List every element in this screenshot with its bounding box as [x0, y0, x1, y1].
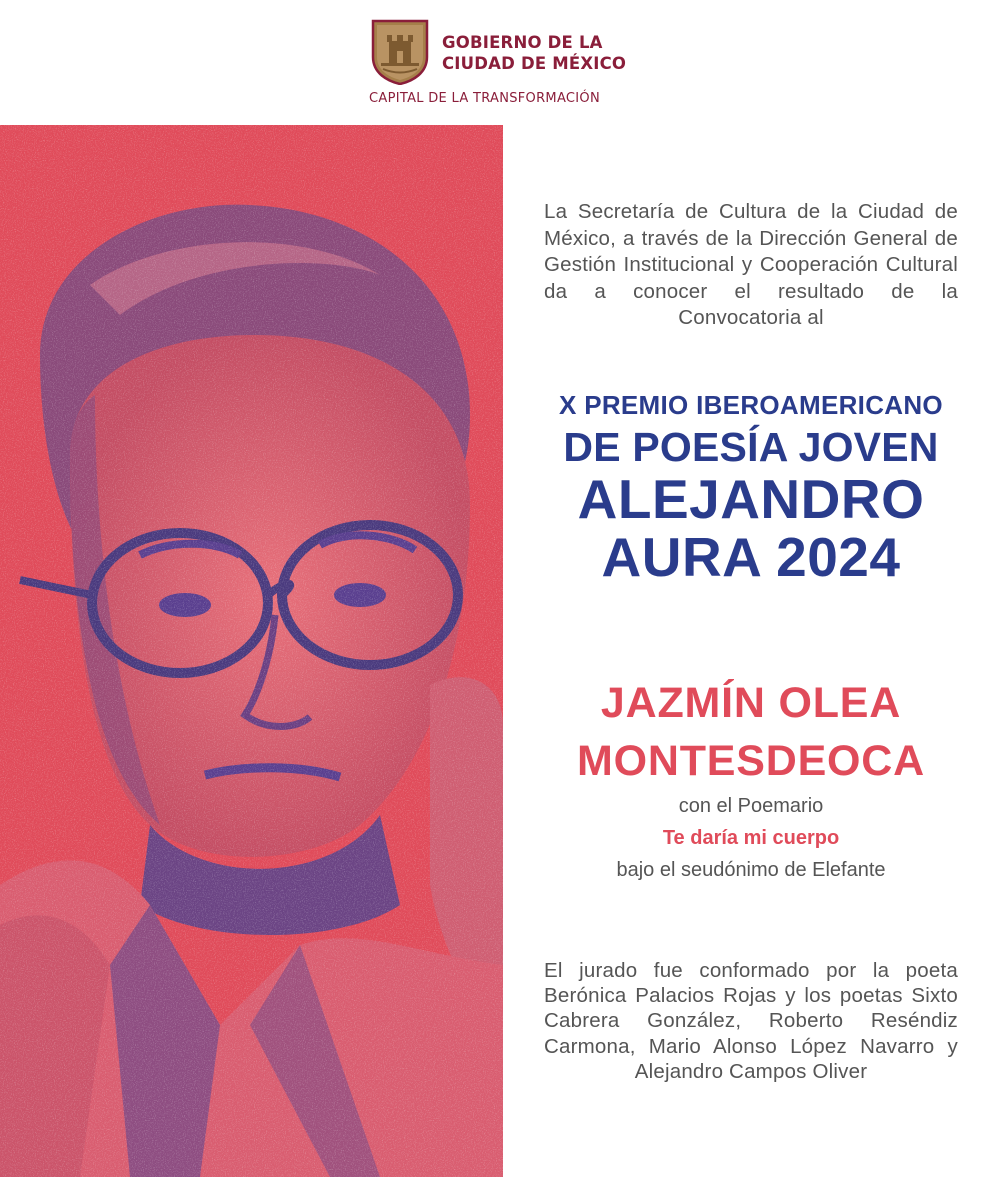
- castle-shield-icon: [371, 19, 429, 85]
- collection-label: con el Poemario: [678, 795, 824, 817]
- prize-title-line2: DE POESÍA JOVEN: [563, 424, 939, 470]
- intro-text: La Secretaría de Cultura de la Ciudad de México, a través de la Dirección General de Gestión Institucional y Cooperación Cultural da a conocer el resultado de la Convocatoria al: [544, 200, 958, 330]
- book-title: Te daría mi cuerpo: [662, 827, 840, 849]
- prize-title-line3b: AURA 2024: [601, 526, 901, 588]
- winner-details: [544, 790, 958, 886]
- government-slogan: CAPITAL DE LA TRANSFORMACIÓN: [369, 91, 600, 106]
- government-name: [442, 32, 692, 74]
- prize-title-line1: X PREMIO IBEROAMERICANO: [559, 390, 943, 420]
- government-name-line1: GOBIERNO DE LA: [442, 33, 603, 52]
- header: [0, 0, 1000, 125]
- pseudonym-text: bajo el seudónimo de Elefante: [616, 859, 886, 881]
- winner-name-line1: JAZMÍN OLEA: [600, 679, 902, 727]
- winner-name-line2: MONTESDEOCA: [576, 737, 926, 785]
- prize-title-line3a: ALEJANDRO: [577, 468, 925, 530]
- prize-title: [544, 386, 958, 586]
- winner-name: [544, 674, 958, 790]
- government-name-line2: CIUDAD DE MÉXICO: [442, 54, 627, 73]
- portrait-image: [0, 125, 503, 1177]
- jury-text: El jurado fue conformado por la poeta Berónica Palacios Rojas y los poetas Sixto Cabrera González, Roberto Reséndiz Carmona, Mario Alonso López Navarro y Alejandro Campos Oliver: [544, 959, 958, 1083]
